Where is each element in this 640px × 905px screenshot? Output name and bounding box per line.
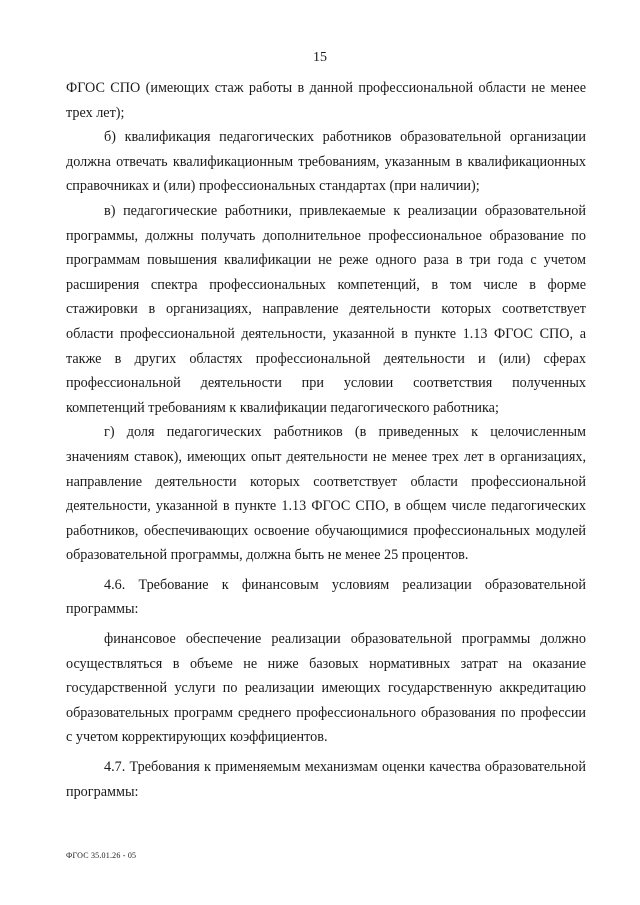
section-4-7-heading: 4.7. Требования к применяемым механизмам оценки качества образовательной программы:: [66, 759, 586, 800]
page-number: 15: [313, 50, 327, 65]
footer-document-code: ФГОС 35.01.26 - 05: [66, 851, 137, 860]
paragraph-item-g: г) доля педагогических работников (в приведенных к целочисленным значениям ставок), имеющих опыт деятельности не менее трех лет в организациях, направление деятельности которых соответствует области профессиональной деятельности, указанной в пункте 1.13 ФГОС СПО, в общем числе педагогических работников, обеспечивающих освоение обучающимися профессиональных модулей образовательной программы, должна быть не менее 25 процентов.: [66, 424, 586, 564]
paragraph-continuation: ФГОС СПО (имеющих стаж работы в данной профессиональной области не менее трех лет);: [66, 80, 586, 121]
paragraph-financing: финансовое обеспечение реализации образовательной программы должно осуществляться в объеме не ниже базовых нормативных затрат на оказание государственной услуги по реализации имеющих государственную аккредитацию образовательных программ среднего профессионального образования по профессии с учетом корректирующих коэффициентов.: [66, 631, 586, 746]
body-text: [66, 76, 586, 804]
section-4-6-heading: 4.6. Требование к финансовым условиям реализации образовательной программы:: [66, 576, 586, 618]
paragraph-item-v: в) педагогические работники, привлекаемые к реализации образовательной программы, должны получать дополнительное профессиональное образование по программам повышения квалификации не реже одного раза в три года с учетом расширения спектра профессиональных компетенций, в том числе в форме стажировки в организациях, направление деятельности которых соответствует области профессиональной деятельности, указанной в пункте 1.13 ФГОС СПО, а также в других областях профессиональной деятельности и (или) сферах профессиональной деятельности при условии соответствия полученных компетенций требованиям к квалификации педагогического работника;: [66, 202, 586, 416]
paragraph-item-b: б) квалификация педагогических работников образовательной организации должна отвечать квалификационным требованиям, указанным в квалификационных справочниках и (или) профессиональных стандартах (при наличии);: [66, 129, 586, 195]
